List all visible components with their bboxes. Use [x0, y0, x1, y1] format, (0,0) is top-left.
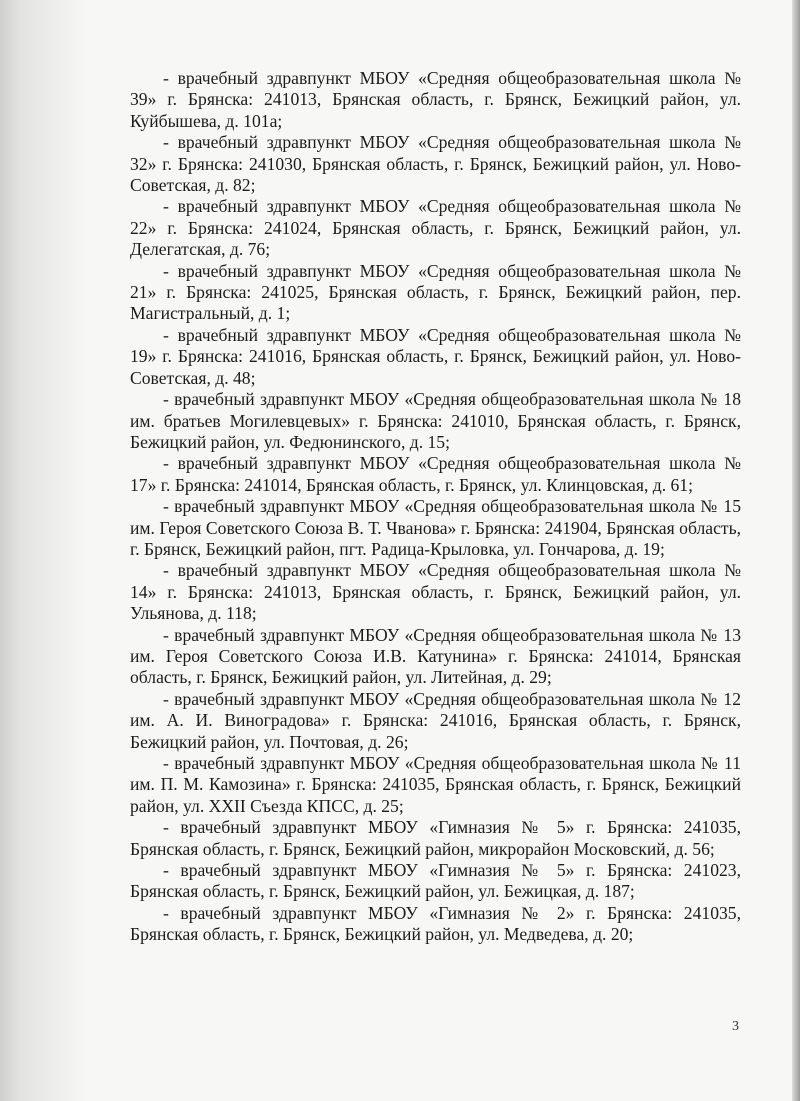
- list-item: - врачебный здравпункт МБОУ «Средняя общеобразовательная школа № 13 им. Героя Советского Союза И.В. Катунина» г. Брянска: 241014, Брянская область, г. Брянск, Бежицкий район, ул. Литейная, д. 29;: [130, 624, 741, 688]
- list-item: - врачебный здравпункт МБОУ «Гимназия № 5» г. Брянска: 241035, Брянская область, г. Брянск, Бежицкий район, микрорайон Московский, д. 56;: [130, 817, 741, 859]
- list-item: - врачебный здравпункт МБОУ «Средняя общеобразовательная школа № 19» г. Брянска: 241016, Брянская область, г. Брянск, Бежицкий район, ул. Ново-Советская, д. 48;: [130, 324, 741, 388]
- document-body: [130, 68, 741, 946]
- list-item: - врачебный здравпункт МБОУ «Средняя общеобразовательная школа № 22» г. Брянска: 241024, Брянская область, г. Брянск, Бежицкий район, ул. Делегатская, д. 76;: [130, 196, 741, 260]
- list-item: - врачебный здравпункт МБОУ «Средняя общеобразовательная школа № 32» г. Брянска: 241030, Брянская область, г. Брянск, Бежицкий район, ул. Ново-Советская, д. 82;: [130, 132, 741, 196]
- list-item: - врачебный здравпункт МБОУ «Средняя общеобразовательная школа № 14» г. Брянска: 241013, Брянская область, г. Брянск, Бежицкий район, ул. Ульянова, д. 118;: [130, 560, 741, 624]
- scan-shadow-right: [792, 0, 800, 1101]
- list-item: - врачебный здравпункт МБОУ «Средняя общеобразовательная школа № 18 им. братьев Могилевцевых» г. Брянска: 241010, Брянская область, г. Брянск, Бежицкий район, ул. Федюнинского, д. 15;: [130, 389, 741, 452]
- list-item: - врачебный здравпункт МБОУ «Средняя общеобразовательная школа № 39» г. Брянска: 241013, Брянская область, г. Брянск, Бежицкий район, ул. Куйбышева, д. 101а;: [130, 68, 741, 131]
- list-item: - врачебный здравпункт МБОУ «Средняя общеобразовательная школа № 11 им. П. М. Камозина» г. Брянска: 241035, Брянская область, г. Брянск, Бежицкий район, ул. XXII Съезда КПСС, д. 25;: [130, 753, 741, 816]
- page-number: 3: [732, 1019, 739, 1034]
- list-item: - врачебный здравпункт МБОУ «Средняя общеобразовательная школа № 12 им. А. И. Виноградова» г. Брянска: 241016, Брянская область, г. Брянск, Бежицкий район, ул. Почтовая, д. 26;: [130, 688, 741, 752]
- list-item: - врачебный здравпункт МБОУ «Средняя общеобразовательная школа № 15 им. Героя Советского Союза В. Т. Чванова» г. Брянска: 241904, Брянская область, г. Брянск, Бежицкий район, пгт. Радица-Крыловка, ул. Гончарова, д. 19;: [130, 496, 741, 559]
- list-item: - врачебный здравпункт МБОУ «Гимназия № 2» г. Брянска: 241035, Брянская область, г. Брянск, Бежицкий район, ул. Медведева, д. 20;: [130, 902, 741, 945]
- scan-shadow-left: [0, 0, 90, 1101]
- list-item: - врачебный здравпункт МБОУ «Средняя общеобразовательная школа № 17» г. Брянска: 241014, Брянская область, г. Брянск, ул. Клинцовская, д. 61;: [130, 453, 741, 495]
- list-item: - врачебный здравпункт МБОУ «Гимназия № 5» г. Брянска: 241023, Брянская область, г. Брянск, Бежицкий район, ул. Бежицкая, д. 187;: [130, 860, 741, 902]
- list-item: - врачебный здравпункт МБОУ «Средняя общеобразовательная школа № 21» г. Брянска: 241025, Брянская область, г. Брянск, Бежицкий район, пер. Магистральный, д. 1;: [130, 260, 741, 324]
